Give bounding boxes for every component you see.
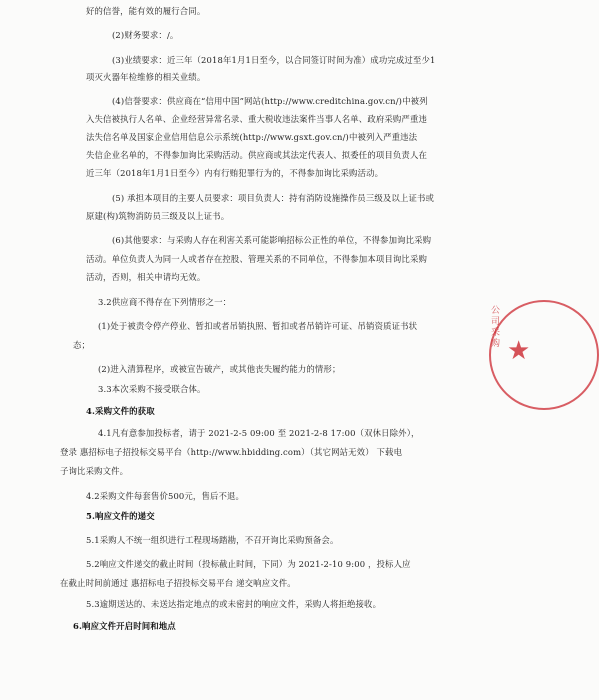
text-line: 近三年（2018年1月1日至今）内有行贿犯罪行为的，不得参加询比采购活动。 xyxy=(86,168,384,178)
text-line: 失信企业名单的，不得参加询比采购活动。供应商或其法定代表人、拟委任的项目负责人在 xyxy=(86,150,427,160)
text-line: 4.2采购文件每套售价500元，售后不退。 xyxy=(86,491,245,501)
text-line: 5.2响应文件递交的截止时间（投标截止时间，下同）为 2021-2-10 9:00 ，投标人应 xyxy=(86,559,411,569)
text-line: 项灭火器年检维修的相关业绩。 xyxy=(86,72,206,82)
text-line: (6)其他要求：与采购人存在利害关系可能影响招标公正性的单位，不得参加询比采购 xyxy=(112,235,432,245)
seal-ring xyxy=(489,300,599,410)
section-heading: 5.响应文件的递交 xyxy=(86,511,155,521)
text-line: 入失信被执行人名单、企业经营异常名录、重大税收违法案件当事人名单、政府采购严重违 xyxy=(86,114,427,124)
section-heading: 6.响应文件开启时间和地点 xyxy=(73,621,176,631)
seal-text: 公司采购 xyxy=(491,306,501,349)
text-line: 态； xyxy=(73,340,91,350)
text-line: 活动，否则，相关申请均无效。 xyxy=(86,272,206,282)
text-line: (4)信誉要求：供应商在“信用中国”网站(http://www.creditchina.gov.cn/)中被列 xyxy=(112,96,428,106)
text-line: 5.1采购人不统一组织进行工程现场踏勘，不召开询比采购预备会。 xyxy=(86,535,339,545)
text-line: 登录 惠招标电子招投标交易平台（http://www.hbidding.com）（其它网站无效） 下载电 xyxy=(60,447,403,457)
text-line: 活动。单位负责人为同一人或者存在控股、管理关系的不同单位，不得参加本项目询比采购 xyxy=(86,254,427,264)
text-line: 3.2供应商不得存在下列情形之一： xyxy=(98,297,232,307)
text-line: 4.1凡有意参加投标者，请于 2021-2-5 09:00 至 2021-2-8 17:00（双休日除外）， xyxy=(98,428,420,438)
text-line: 5.3逾期送达的、未送达指定地点的或未密封的响应文件，采购人将拒绝接收。 xyxy=(86,599,382,609)
text-line: (3)业绩要求：近三年（2018年1月1日至今，以合同签订时间为准）成功完成过至少1 xyxy=(112,55,436,65)
seal-star-icon: ★ xyxy=(507,336,531,366)
text-line: 法失信名单及国家企业信用信息公示系统(http://www.gsxt.gov.cn/)中被列入严重违法 xyxy=(86,132,418,142)
text-line: 在截止时间前通过 惠招标电子招投标交易平台 递交响应文件。 xyxy=(60,578,296,588)
text-line: 原建(构)筑物消防员三级及以上证书。 xyxy=(86,211,230,221)
text-line: (2)财务要求：/。 xyxy=(112,30,179,40)
text-line: 好的信誉，能有效的履行合同。 xyxy=(86,6,206,16)
text-line: (5) 承担本项目的主要人员要求：项目负责人：持有消防设施操作员三级及以上证书或 xyxy=(112,193,435,203)
text-line: (1)处于被责令停产停业、暂扣或者吊销执照、暂扣或者吊销许可证、吊销资质证书状 xyxy=(98,321,418,331)
text-line: 3.3本次采购不接受联合体。 xyxy=(98,384,206,394)
text-line: 子询比采购文件。 xyxy=(60,466,129,476)
text-line: (2)进入清算程序，或被宣告破产，或其他丧失履约能力的情形； xyxy=(98,364,341,374)
section-heading: 4.采购文件的获取 xyxy=(86,406,155,416)
company-seal-stamp xyxy=(489,300,549,420)
